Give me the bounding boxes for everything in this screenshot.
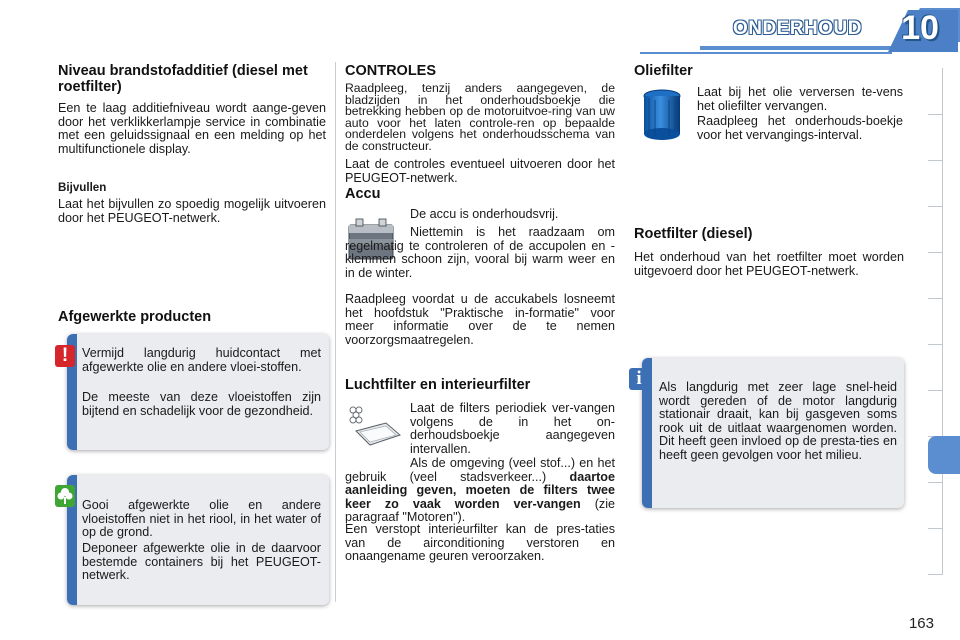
used-products-heading: Afgewerkte producten [58, 309, 212, 325]
chapter-tab[interactable] [928, 298, 943, 345]
battery-heading: Accu [345, 186, 381, 202]
battery-text-1: De accu is onderhoudsvrij. [410, 207, 559, 221]
air-filter-heading: Luchtfilter en interieurfilter [345, 377, 531, 393]
info-box [642, 358, 904, 508]
eco-text-2: Deponeer afgewerkte olie in de daarvoor bestemde containers bij het PEUGEOT-netwerk. [82, 541, 321, 583]
chapter-tab[interactable] [928, 482, 943, 529]
chapter-number: 10 [901, 9, 939, 47]
warning-icon: ! [55, 345, 75, 367]
additive-heading: Niveau brandstofadditief (diesel met roetfilter) [58, 63, 308, 95]
air-filter-text-2-end: (zie paragraaf "Motoren"). [345, 496, 616, 525]
air-filter-text-3: Een verstopt interieurfilter kan de pres-taties van de airconditioning verstoren en onaangename geuren veroorzaken. [345, 522, 615, 564]
page-header-title: ONDERHOUD [732, 18, 862, 39]
air-filter-text-2 [345, 457, 615, 525]
air-filter-icon [346, 405, 402, 455]
refill-text: Laat het bijvullen zo spoedig mogelijk uitvoeren door het PEUGEOT-netwerk. [58, 197, 326, 225]
air-filter-text-2-start: Als de omgeving (veel stof...) en het gebruik (veel stadsverkeer...) [345, 456, 615, 484]
air-filter-text-2-bold: daartoe aanleiding geven, moeten de filters twee keer zo vaak worden ver-vangen [345, 469, 615, 511]
air-filter-text-1: Laat de filters periodiek ver-vangen volgens de in het on-derhoudsboekje aangegeven intervallen. [410, 401, 615, 456]
chapter-tab[interactable] [928, 68, 943, 115]
oil-filter-heading: Oliefilter [634, 63, 693, 79]
chapter-tab-strip [928, 68, 960, 573]
info-text: Als langdurig met zeer lage snel-heid wordt gereden of de motor langdurig stationair draait, kan bij gasgeven soms rook uit de uitlaat waargenomen worden. Dit heeft geen invloed op de presta-ties en heeft geen gevolgen voor het milieu. [659, 380, 897, 462]
warning-text-1: Vermijd langdurig huidcontact met afgewerkte olie en andere vloei-stoffen. [82, 346, 321, 374]
particle-filter-text: Het onderhoud van het roetfilter moet worden uitgevoerd door het PEUGEOT-netwerk. [634, 250, 904, 278]
chapter-tab[interactable] [928, 160, 943, 207]
oil-filter-icon [640, 88, 684, 144]
warning-box [67, 334, 329, 450]
eco-tree-icon [55, 485, 75, 507]
battery-text-2: Niettemin is het raadzaam om regelmatig te controleren of de accupolen en -klemmen schoon zijn, vooral bij warm weer en in de winter. [345, 225, 615, 280]
eco-box [67, 475, 329, 605]
chapter-tab[interactable] [928, 206, 943, 253]
oil-filter-text-2: Raadpleeg het onderhouds-boekje voor het vervangings-interval. [697, 114, 903, 142]
refill-subheading: Bijvullen [58, 181, 107, 194]
column-divider [335, 62, 336, 602]
battery-text-3: Raadpleeg voordat u de accukabels losneemt het hoofdstuk "Praktische in-formatie" voor meer informatie over de te nemen voorzorgsmaatregelen. [345, 292, 615, 347]
controls-heading: CONTROLES [345, 63, 437, 79]
chapter-tab[interactable] [928, 344, 943, 391]
additive-text: Een te laag additiefniveau wordt aange-geven door het verklikkerlampje service in combinatie met een geluidssignaal en een melding op het multifunctionele display. [58, 101, 326, 156]
page-number: 163 [908, 615, 934, 632]
chapter-tab-active[interactable] [928, 436, 960, 474]
eco-text-1: Gooi afgewerkte olie en andere vloeistoffen niet in het riool, in het water of op de grond. [82, 498, 321, 540]
particle-filter-heading: Roetfilter (diesel) [634, 226, 753, 242]
oil-filter-text-1: Laat bij het olie verversen te-vens het oliefilter vervangen. [697, 85, 903, 113]
chapter-tab[interactable] [928, 528, 943, 575]
chapter-tab[interactable] [928, 390, 943, 437]
warning-text-2: De meeste van deze vloeistoffen zijn bijtend en schadelijk voor de gezondheid. [82, 390, 321, 418]
controls-text-1: Raadpleeg, tenzij anders aangegeven, de bladzijden in het onderhoudsboekje die betrekking hebben op de motoruitvoe-ring van uw auto voor het laten controle-ren op bepaalde onderdelen volgens het onderhoudsschema van de constructeur. [345, 81, 615, 153]
chapter-tab[interactable] [928, 252, 943, 299]
chapter-tab[interactable] [928, 114, 943, 161]
info-icon: i [629, 368, 649, 390]
controls-text-2: Laat de controles eventueel uitvoeren door het PEUGEOT-netwerk. [345, 157, 615, 185]
